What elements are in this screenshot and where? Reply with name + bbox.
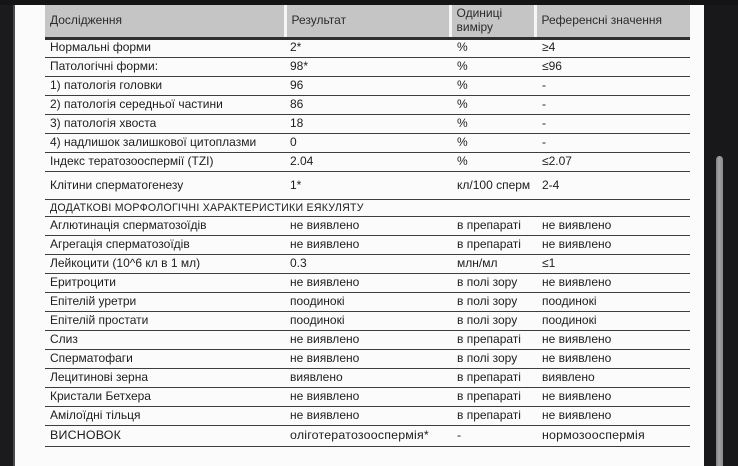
cell-units: % (450, 38, 535, 57)
cell-reference: виявлено (535, 368, 690, 387)
cell-reference: не виявлено (535, 216, 690, 235)
cell-reference: поодинокі (535, 311, 690, 330)
scrollbar-thumb[interactable] (716, 156, 723, 466)
cell-units: % (450, 76, 535, 95)
cell-study: Лецитинові зерна (45, 368, 285, 387)
cell-result: 86 (285, 95, 450, 114)
cell-result: 98* (285, 57, 450, 76)
cell-reference: поодинокі (535, 292, 690, 311)
results-table (45, 5, 690, 447)
cell-reference: - (535, 95, 690, 114)
column-header-study: Дослідження (45, 5, 285, 38)
cell-units: в препараті (450, 406, 535, 425)
cell-units: кл/100 сперм (450, 171, 535, 199)
cell-reference: 2-4 (535, 171, 690, 199)
table-row (45, 38, 690, 57)
cell-result: поодинокі (285, 311, 450, 330)
table-header (45, 5, 690, 38)
cell-reference: - (535, 76, 690, 95)
cell-result: 96 (285, 76, 450, 95)
cell-study: Амілоїдні тільця (45, 406, 285, 425)
column-header-result: Результат (285, 5, 450, 38)
results-table-body (45, 38, 690, 446)
cell-reference: не виявлено (535, 387, 690, 406)
scrollbar-track[interactable] (704, 0, 738, 466)
table-row (45, 406, 690, 425)
cell-result: 1* (285, 171, 450, 199)
cell-result: не виявлено (285, 349, 450, 368)
table-row (45, 368, 690, 387)
cell-units: % (450, 133, 535, 152)
table-row (45, 273, 690, 292)
cell-study: 4) надлишок залишкової цитоплазми (45, 133, 285, 152)
cell-units: % (450, 57, 535, 76)
cell-result: не виявлено (285, 216, 450, 235)
cell-study: Сперматофаги (45, 349, 285, 368)
cell-study: 3) патологія хвоста (45, 114, 285, 133)
cell-study: ВИСНОВОК (45, 425, 285, 446)
cell-units: % (450, 95, 535, 114)
cell-reference: ≥4 (535, 38, 690, 57)
cell-units: в препараті (450, 330, 535, 349)
table-row (45, 76, 690, 95)
table-row (45, 254, 690, 273)
cell-result: не виявлено (285, 387, 450, 406)
table-row (45, 311, 690, 330)
cell-study: Слиз (45, 330, 285, 349)
cell-units: % (450, 152, 535, 171)
cell-units: в препараті (450, 235, 535, 254)
cell-result: 2* (285, 38, 450, 57)
cell-reference: не виявлено (535, 235, 690, 254)
cell-result: виявлено (285, 368, 450, 387)
cell-reference: не виявлено (535, 273, 690, 292)
cell-reference: не виявлено (535, 406, 690, 425)
cell-units: в препараті (450, 387, 535, 406)
cell-result: 18 (285, 114, 450, 133)
header-row (45, 5, 690, 38)
table-row (45, 95, 690, 114)
document-page (17, 5, 704, 466)
cell-study: Аглютинація сперматозоїдів (45, 216, 285, 235)
cell-result: не виявлено (285, 330, 450, 349)
cell-result: не виявлено (285, 406, 450, 425)
table-row (45, 235, 690, 254)
cell-units: в полі зору (450, 292, 535, 311)
cell-study: Епітелій простати (45, 311, 285, 330)
cell-units: в полі зору (450, 273, 535, 292)
cell-study: Епітелій уретри (45, 292, 285, 311)
table-row (45, 292, 690, 311)
section-title: ДОДАТКОВІ МОРФОЛОГІЧНІ ХАРАКТЕРИСТИКИ ЕЯКУЛЯТУ (45, 199, 690, 216)
cell-result: оліготератозооспермія* (285, 425, 450, 446)
cell-result: не виявлено (285, 273, 450, 292)
cell-reference: не виявлено (535, 330, 690, 349)
cell-study: Патологічні форми: (45, 57, 285, 76)
table-row (45, 387, 690, 406)
cell-study: Кристали Бетхера (45, 387, 285, 406)
cell-units: в полі зору (450, 349, 535, 368)
table-row (45, 330, 690, 349)
cell-study: Еритроцити (45, 273, 285, 292)
cell-study: Агрегація сперматозоїдів (45, 235, 285, 254)
cell-units: млн/мл (450, 254, 535, 273)
cell-study: 1) патологія головки (45, 76, 285, 95)
table-row (45, 57, 690, 76)
table-row (45, 425, 690, 446)
table-row (45, 171, 690, 199)
cell-study: 2) патологія середньої частини (45, 95, 285, 114)
cell-study: Індекс тератозооспермії (TZI) (45, 152, 285, 171)
table-row (45, 216, 690, 235)
cell-reference: ≤1 (535, 254, 690, 273)
cell-reference: - (535, 114, 690, 133)
cell-reference: - (535, 133, 690, 152)
cell-units: в препараті (450, 368, 535, 387)
section-row (45, 199, 690, 216)
cell-units: - (450, 425, 535, 446)
cell-units: в полі зору (450, 311, 535, 330)
cell-result: поодинокі (285, 292, 450, 311)
cell-units: в препараті (450, 216, 535, 235)
cell-study: Нормальні форми (45, 38, 285, 57)
cell-units: % (450, 114, 535, 133)
left-frame-bar (0, 0, 15, 466)
top-frame-bar (0, 0, 738, 5)
cell-result: 0.3 (285, 254, 450, 273)
column-header-reference: Референсні значення (535, 5, 690, 38)
table-row (45, 152, 690, 171)
table-row (45, 133, 690, 152)
cell-study: Клітини сперматогенезу (45, 171, 285, 199)
cell-result: 2.04 (285, 152, 450, 171)
cell-reference: не виявлено (535, 349, 690, 368)
table-row (45, 114, 690, 133)
column-header-units: Одиниці виміру (450, 5, 535, 38)
cell-study: Лейкоцити (10^6 кл в 1 мл) (45, 254, 285, 273)
cell-reference: ≤96 (535, 57, 690, 76)
cell-reference: нормозооспермія (535, 425, 690, 446)
cell-result: 0 (285, 133, 450, 152)
cell-reference: ≤2.07 (535, 152, 690, 171)
table-row (45, 349, 690, 368)
cell-result: не виявлено (285, 235, 450, 254)
